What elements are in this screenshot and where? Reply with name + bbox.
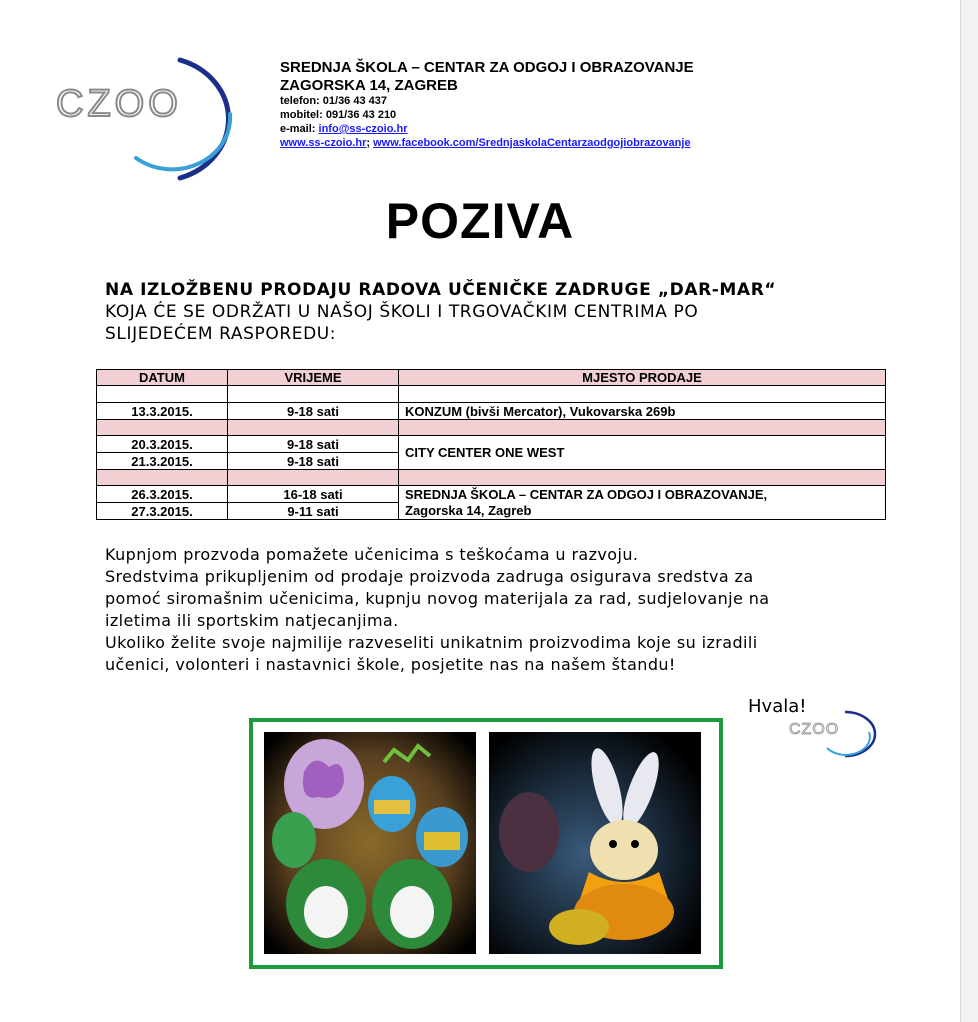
- header-date: DATUM: [97, 370, 228, 386]
- link-separator: ;: [366, 137, 371, 149]
- photo-frame: [249, 718, 723, 969]
- paragraph-2a: Sredstvima prikupljenim od prodaje proizvoda zadruga osigurava sredstva za: [105, 567, 754, 586]
- email-label: e-mail:: [280, 123, 316, 135]
- easter-eggs-photo: [264, 732, 476, 954]
- table-separator-row: [97, 420, 886, 436]
- row-time: 9-18 sati: [228, 453, 399, 470]
- thanks-text: Hvala!: [748, 696, 807, 717]
- row-time: 9-18 sati: [228, 436, 399, 453]
- easter-bunny-photo: [489, 732, 701, 954]
- invitation-intro: [105, 279, 865, 345]
- header-place: MJESTO PRODAJE: [399, 370, 886, 386]
- intro-line-1: NA IZLOŽBENU PRODAJU RADOVA UČENIČKE ZADRUGE „DAR-MAR“: [105, 280, 777, 300]
- row-time: 16-18 sati: [228, 486, 399, 503]
- row-place: SREDNJA ŠKOLA – CENTAR ZA ODGOJ I OBRAZOVANJE,: [399, 486, 886, 503]
- page-title: POZIVA: [385, 193, 575, 249]
- paragraph-2b: pomoć siromašnim učenicima, kupnju novog materijala za rad, sudjelovanje na: [105, 589, 770, 608]
- page-edge: [960, 0, 978, 1022]
- row-time: 9-11 sati: [228, 503, 399, 520]
- intro-line-3: SLIJEDEĆEM RASPOREDU:: [105, 324, 337, 344]
- school-header: [280, 58, 694, 150]
- body-text: [105, 544, 865, 676]
- row-date: 27.3.2015.: [97, 503, 228, 520]
- table-row: [97, 503, 886, 520]
- schedule-table: [96, 369, 886, 520]
- website-link[interactable]: www.ss-czoio.hr: [280, 137, 367, 149]
- intro-line-2: KOJA ĆE SE ODRŽATI U NAŠOJ ŠKOLI I TRGOVAČKIM CENTRIMA PO: [105, 302, 699, 322]
- paragraph-3b: učenici, volonteri i nastavnici škole, posjetite nas na našem štandu!: [105, 655, 676, 674]
- table-row: [97, 436, 886, 453]
- phone: telefon: 01/36 43 437: [280, 95, 388, 107]
- row-date: 21.3.2015.: [97, 453, 228, 470]
- row-date: 20.3.2015.: [97, 436, 228, 453]
- row-place: CITY CENTER ONE WEST: [399, 436, 886, 470]
- row-place: Zagorska 14, Zagreb: [399, 503, 886, 520]
- paragraph-3a: Ukoliko želite svoje najmilije razveseliti unikatnim proizvodima koje su izradili: [105, 633, 758, 652]
- paragraph-2c: izletima ili sportskim natjecanjima.: [105, 611, 399, 630]
- table-header-row: [97, 370, 886, 386]
- svg-text:CZOO: CZOO: [789, 721, 840, 738]
- web-line: [280, 136, 694, 150]
- paragraph-1: Kupnjom prozvoda pomažete učenicima s teškoćama u razvoju.: [105, 545, 639, 564]
- mobile: mobitel: 091/36 43 210: [280, 109, 397, 121]
- svg-text:CZOO: CZOO: [56, 83, 182, 125]
- school-name: SREDNJA ŠKOLA – CENTAR ZA ODGOJ I OBRAZOVANJE: [280, 59, 694, 76]
- czoo-logo: [52, 54, 252, 182]
- row-place: KONZUM (bivši Mercator), Vukovarska 269b: [399, 403, 886, 420]
- row-date: 26.3.2015.: [97, 486, 228, 503]
- table-row: [97, 486, 886, 503]
- table-separator-row: [97, 470, 886, 486]
- table-row: [97, 403, 886, 420]
- small-czoo-logo: [785, 708, 877, 758]
- row-time: 9-18 sati: [228, 403, 399, 420]
- facebook-link[interactable]: www.facebook.com/SrednjaskolaCentarzaodgojiobrazovanje: [373, 137, 691, 149]
- table-row: [97, 386, 886, 403]
- email-line: [280, 122, 694, 136]
- email-link[interactable]: info@ss-czoio.hr: [318, 123, 408, 135]
- school-address: ZAGORSKA 14, ZAGREB: [280, 77, 458, 94]
- row-date: 13.3.2015.: [97, 403, 228, 420]
- header-time: VRIJEME: [228, 370, 399, 386]
